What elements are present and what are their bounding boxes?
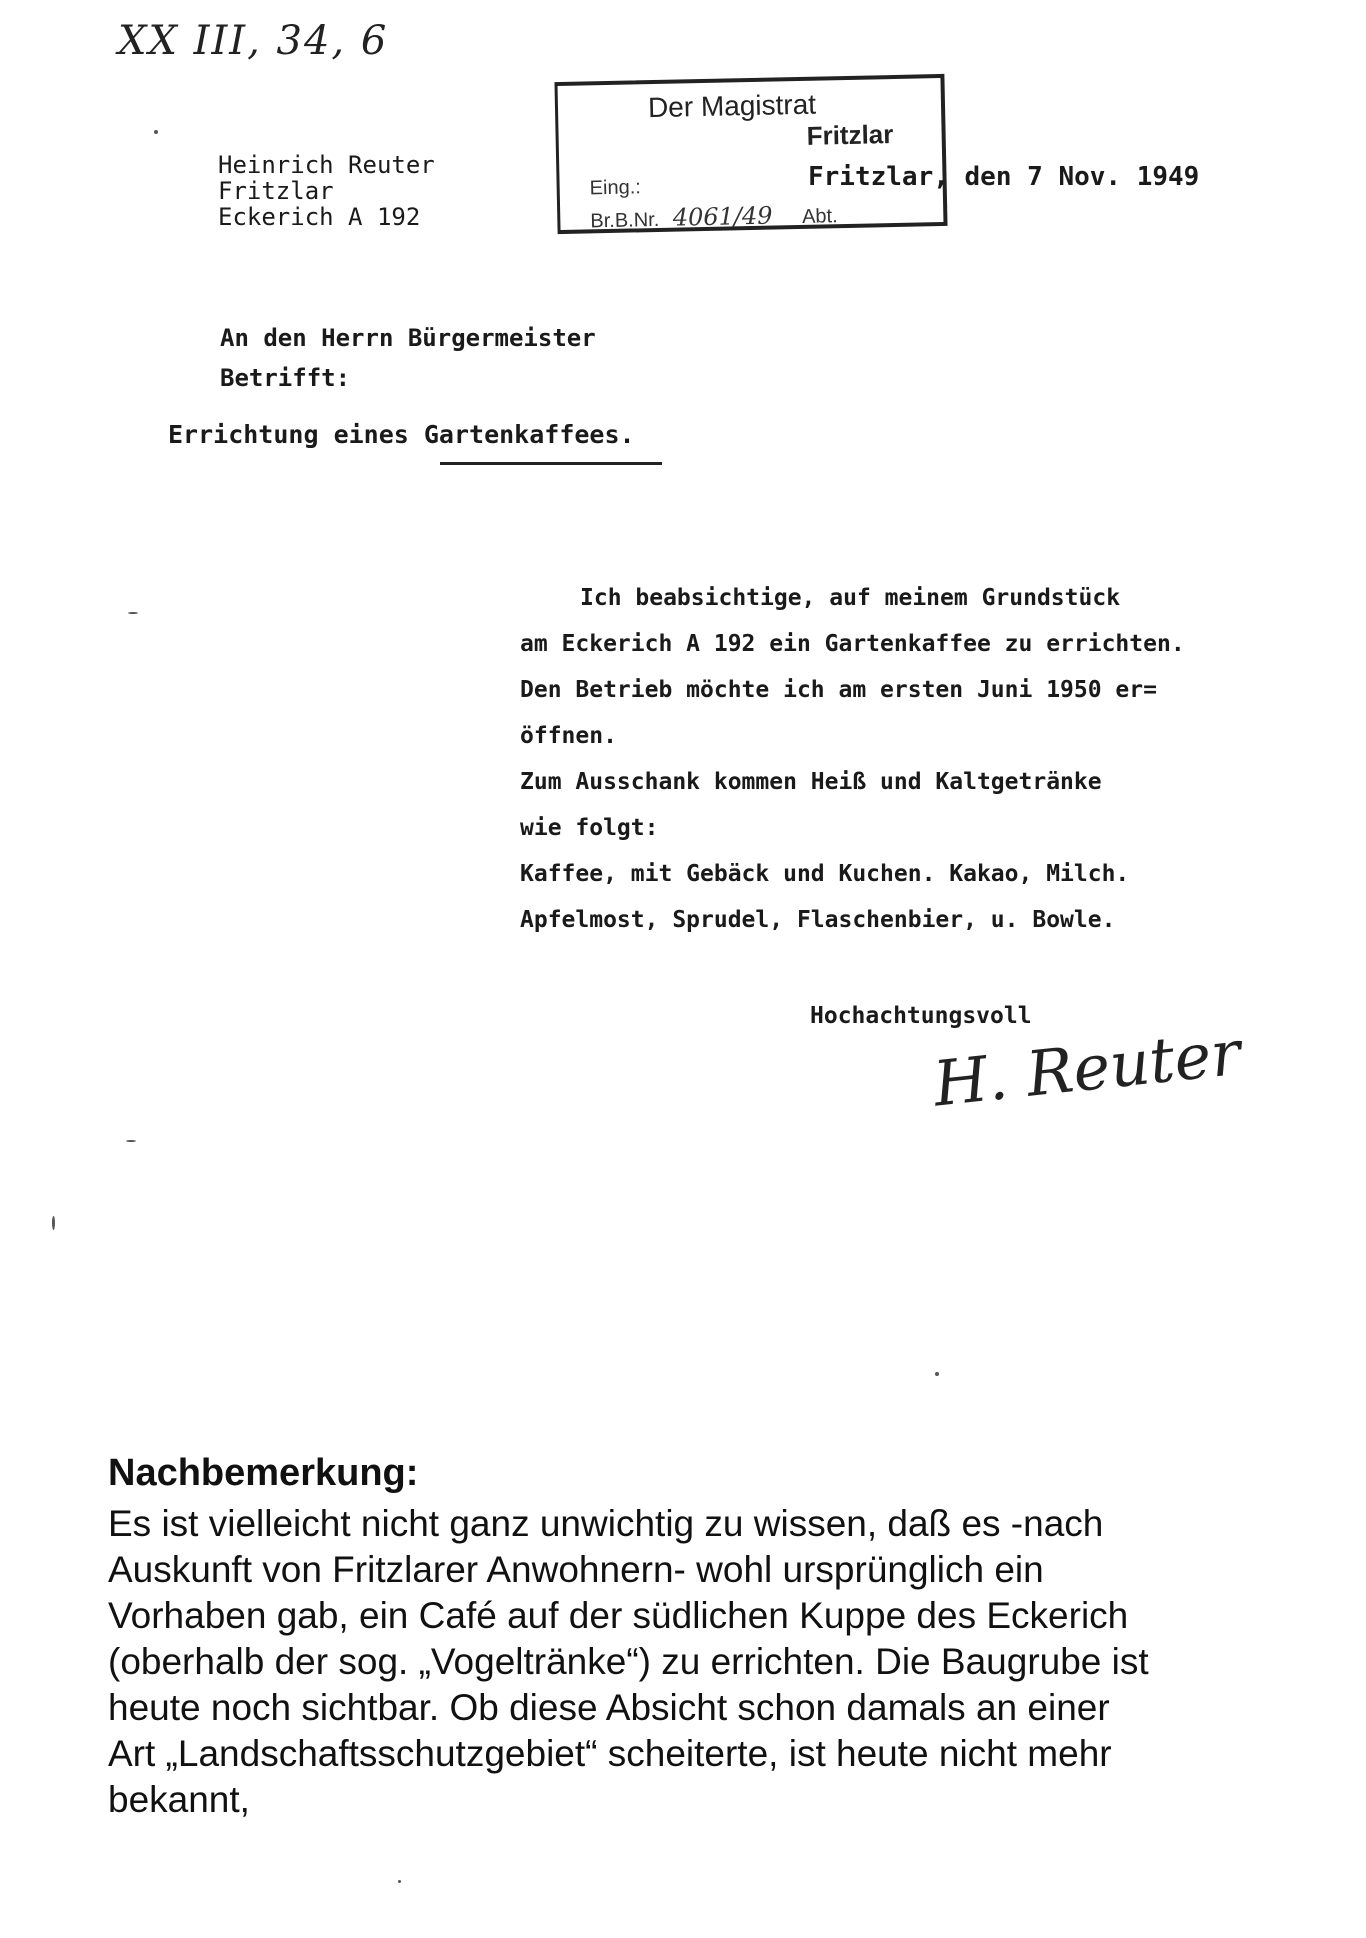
body-line-6: wie folgt: xyxy=(520,815,659,841)
scan-speck xyxy=(935,1372,939,1376)
body-line-8: Apfelmost, Sprudel, Flaschenbier, u. Bowle. xyxy=(520,907,1116,933)
sender-name: Heinrich Reuter xyxy=(218,151,435,179)
sender-address: Eckerich A 192 xyxy=(218,203,421,231)
stamp-line-2: Fritzlar xyxy=(806,119,894,151)
note-text: Es ist vielleicht nicht ganz unwichtig zu wissen, daß es -nach Auskunft von Fritzlarer Anwohnern- wohl ursprünglich ein Vorhaben gab, ein Café auf der südlichen Kuppe des Eckerich (oberhalb der sog. „Vogeltränke“) zu errichten. Die Baugrube ist heute noch sichtbar. Ob diese Absicht schon damals an einer Art „Landschaftsschutzgebiet“ scheiterte, ist heute nicht mehr bekannt, xyxy=(108,1503,1149,1820)
subject-underline xyxy=(440,462,662,465)
signature: H. Reuter xyxy=(930,1015,1244,1121)
stamp-department-label: Abt. xyxy=(801,205,838,228)
scan-speck xyxy=(154,130,158,134)
note-section xyxy=(108,1445,1348,1823)
betrifft-label: Betrifft: xyxy=(220,364,351,392)
body-line-4: öffnen. xyxy=(520,723,617,749)
letter-body xyxy=(520,575,1185,943)
scan-speck xyxy=(52,1216,55,1230)
closing: Hochachtungsvoll xyxy=(810,1003,1032,1029)
sender-city: Fritzlar xyxy=(218,177,334,205)
stamp-line-4 xyxy=(590,200,838,233)
scan-speck xyxy=(126,1140,136,1142)
receipt-stamp xyxy=(554,74,947,234)
body-line-3: Den Betrieb möchte ich am ersten Juni 1950 er= xyxy=(520,677,1157,703)
stamp-register-number: 4061/49 xyxy=(672,201,773,232)
stamp-line-1: Der Magistrat xyxy=(647,88,817,124)
stamp-register-label: Br.B.Nr. xyxy=(590,208,660,233)
addressee: An den Herrn Bürgermeister xyxy=(220,324,596,352)
scan-speck xyxy=(398,1880,401,1883)
addressee-block xyxy=(220,318,596,398)
sender-block xyxy=(218,152,435,230)
scan-speck xyxy=(128,612,138,614)
archive-mark: XX III, 34, 6 xyxy=(118,18,389,64)
note-title: Nachbemerkung: xyxy=(108,1452,419,1494)
stamp-line-3: Eing.: xyxy=(589,176,642,200)
body-line-1: Ich beabsichtige, auf meinem Grundstück xyxy=(580,585,1121,611)
body-line-7: Kaffee, mit Gebäck und Kuchen. Kakao, Milch. xyxy=(520,861,1130,887)
subject-line: Errichtung eines Gartenkaffees. xyxy=(168,420,635,449)
dateline: Fritzlar, den 7 Nov. 1949 xyxy=(808,162,1200,192)
body-line-5: Zum Ausschank kommen Heiß und Kaltgetränke xyxy=(520,769,1102,795)
body-line-2: am Eckerich A 192 ein Gartenkaffee zu errichten. xyxy=(520,631,1185,657)
